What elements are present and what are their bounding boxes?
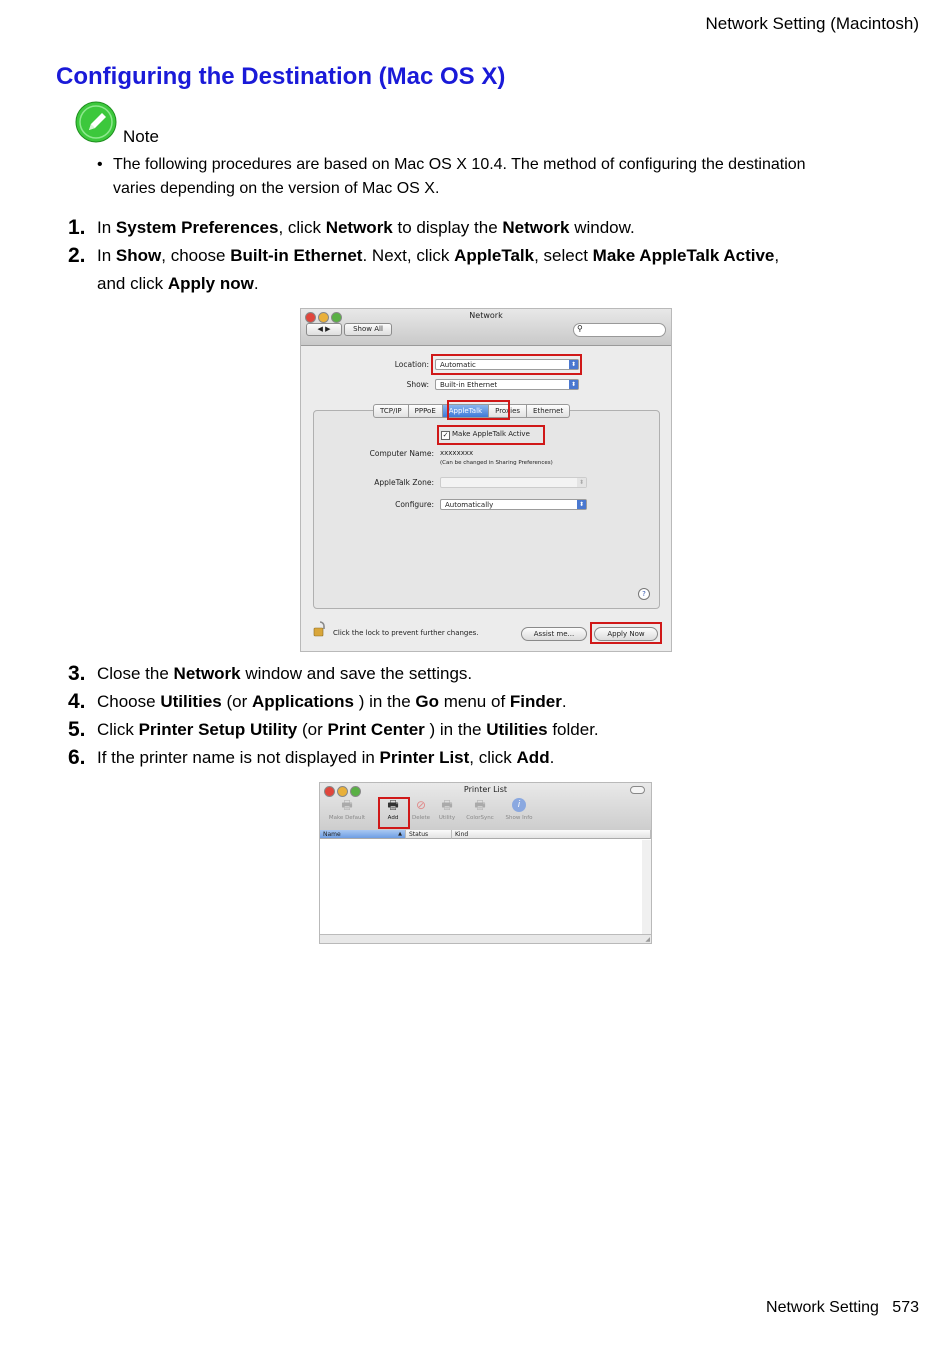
printer-list-title: Printer List	[463, 785, 508, 794]
show-label: Show:	[406, 380, 429, 389]
computer-name-hint: (Can be changed in Sharing Preferences)	[440, 460, 553, 466]
add-printer-icon: 🖶	[387, 798, 399, 812]
column-kind[interactable]: Kind	[452, 830, 651, 839]
highlight-apply-now	[590, 622, 662, 644]
highlight-appletalk-tab	[447, 400, 510, 420]
help-button[interactable]: ?	[638, 588, 650, 600]
highlight-add	[378, 797, 410, 829]
tab-appletalk[interactable]: AppleTalk	[443, 404, 489, 418]
page-number: 573	[892, 1299, 919, 1316]
back-forward-button[interactable]: ◀ ▶	[306, 323, 342, 336]
computer-name-value: xxxxxxxx	[440, 449, 474, 457]
show-value: Built-in Ethernet	[440, 381, 498, 389]
note-bullet-line-2: varies depending on the version of Mac OS X.	[113, 180, 440, 197]
location-value: Automatic	[440, 361, 476, 369]
popup-arrows-icon: ⬍	[578, 501, 585, 508]
lock-icon[interactable]	[313, 621, 327, 637]
delete-icon: ⊘	[415, 798, 427, 812]
tab-proxies[interactable]: Proxies	[489, 404, 527, 418]
network-titlebar	[301, 309, 671, 346]
info-icon: i	[512, 798, 526, 812]
show-all-button[interactable]: Show All	[344, 323, 392, 336]
sort-arrow-icon: ▲	[398, 831, 402, 837]
printer-list-window	[319, 782, 652, 944]
tab-tcpip[interactable]: TCP/IP	[373, 404, 409, 418]
search-icon: ⚲	[577, 324, 583, 333]
colorsync-tool[interactable]: 🖶 ColorSync	[466, 798, 494, 821]
delete-tool[interactable]: ⊘ Delete	[411, 798, 431, 821]
step-number: 5.	[68, 718, 86, 741]
bottom-bar	[320, 934, 651, 943]
column-name[interactable]: Name ▲	[320, 830, 406, 839]
tab-ethernet[interactable]: Ethernet	[527, 404, 570, 418]
add-tool[interactable]: 🖶 Add	[387, 798, 399, 821]
network-window-title: Network	[469, 311, 503, 320]
running-header: Network Setting (Macintosh)	[705, 14, 919, 33]
footer-section: Network Setting	[766, 1299, 879, 1316]
note-label: Note	[123, 127, 159, 146]
highlight-make-active	[437, 425, 545, 445]
network-window	[300, 308, 672, 652]
make-active-checkbox[interactable]: ✓	[442, 431, 449, 439]
popup-arrows-icon: ⬍	[570, 381, 577, 388]
colorsync-icon: 🖶	[474, 798, 486, 812]
configure-value: Automatically	[445, 501, 494, 509]
step-number: 4.	[68, 690, 86, 713]
configure-popup[interactable]	[440, 499, 587, 510]
zone-label: AppleTalk Zone:	[374, 478, 434, 487]
show-info-tool[interactable]: i Show Info	[505, 800, 533, 821]
apply-now-button[interactable]: Apply Now	[594, 627, 658, 641]
search-input[interactable]	[573, 323, 666, 337]
location-label: Location:	[394, 360, 429, 369]
note-bullet: • The following procedures are based on Mac OS X 10.4. The method of configuring the destination varies depending on the version of Mac OS X.	[97, 153, 857, 201]
make-default-tool[interactable]: 🖶 Make Default	[328, 798, 366, 821]
note-bullet-line-1: The following procedures are based on Mac OS X 10.4. The method of configuring the destination	[113, 156, 806, 173]
utility-tool[interactable]: 🖶 Utility	[438, 798, 456, 821]
step-number: 3.	[68, 662, 86, 685]
printer-icon: 🖶	[341, 798, 353, 812]
printer-list[interactable]	[320, 840, 643, 935]
highlight-location	[431, 354, 582, 375]
toolbar-toggle-button[interactable]	[630, 786, 645, 794]
step-number: 6.	[68, 746, 86, 769]
note-pencil-icon	[75, 101, 117, 143]
step-number: 2.	[68, 244, 86, 267]
popup-arrows-icon: ⬍	[578, 479, 585, 486]
lock-text: Click the lock to prevent further changes.	[333, 629, 479, 637]
step-6: 6. If the printer name is not displayed in Printer List, click Add.	[68, 744, 868, 772]
step-4: 4. Choose Utilities (or Applications ) in the Go menu of Finder.	[68, 688, 868, 716]
show-popup[interactable]	[435, 379, 579, 390]
utility-icon: 🖶	[441, 798, 453, 812]
step-3: 3. Close the Network window and save the settings.	[68, 660, 868, 688]
section-title: Configuring the Destination (Mac OS X)	[56, 63, 506, 90]
tab-pppoe[interactable]: PPPoE	[409, 404, 443, 418]
step-1: 1. In System Preferences, click Network to display the Network window.	[68, 214, 868, 242]
column-status[interactable]: Status	[406, 830, 452, 839]
resize-grip-icon[interactable]: ◢	[645, 936, 650, 943]
page-footer	[766, 1299, 919, 1317]
computer-name-label: Computer Name:	[369, 449, 434, 458]
step-5: 5. Click Printer Setup Utility (or Print Center ) in the Utilities folder.	[68, 716, 868, 744]
make-active-label: Make AppleTalk Active	[452, 430, 530, 438]
step-number: 1.	[68, 216, 86, 239]
assist-me-button[interactable]: Assist me...	[521, 627, 587, 641]
scrollbar[interactable]	[642, 840, 651, 935]
zone-popup[interactable]	[440, 477, 587, 488]
configure-label: Configure:	[395, 500, 434, 509]
printer-list-toolbar	[320, 783, 651, 831]
step-2: 2. In Show, choose Built-in Ethernet. Next, click AppleTalk, select Make AppleTalk Active, and click Apply now.	[68, 244, 780, 293]
popup-arrows-icon: ⬍	[570, 361, 577, 368]
